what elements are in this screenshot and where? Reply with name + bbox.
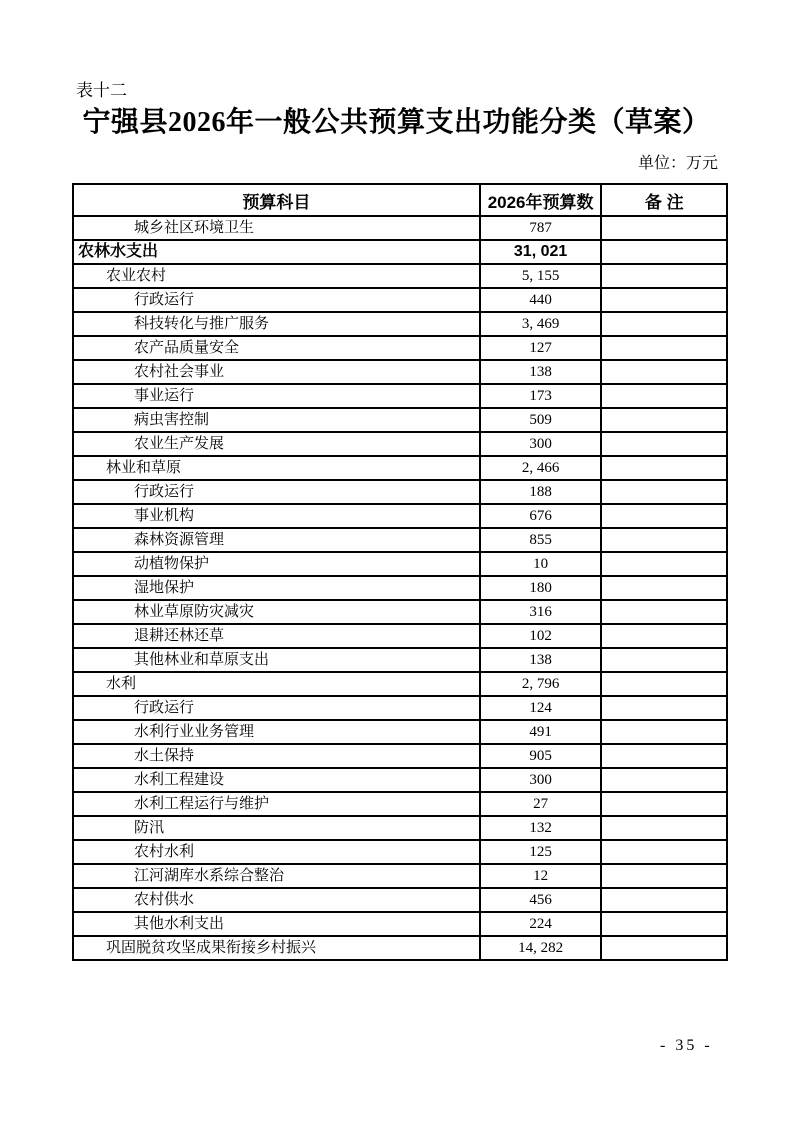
table-row — [73, 672, 727, 696]
budget-subject-cell: 湿地保护 — [73, 576, 480, 600]
budget-amount-cell: 300 — [480, 432, 602, 456]
table-row — [73, 624, 727, 648]
budget-amount-cell: 14, 282 — [480, 936, 602, 960]
budget-amount-cell: 3, 469 — [480, 312, 602, 336]
budget-note-cell — [601, 240, 727, 264]
budget-amount-cell: 138 — [480, 648, 602, 672]
budget-note-cell — [601, 840, 727, 864]
table-row — [73, 504, 727, 528]
budget-table — [72, 183, 728, 961]
budget-subject-cell: 巩固脱贫攻坚成果衔接乡村振兴 — [73, 936, 480, 960]
table-row — [73, 216, 727, 240]
budget-amount-cell: 180 — [480, 576, 602, 600]
table-row — [73, 888, 727, 912]
unit-label: 单位：万元 — [637, 155, 718, 172]
table-row — [73, 936, 727, 960]
budget-subject-cell: 动植物保护 — [73, 552, 480, 576]
budget-note-cell — [601, 336, 727, 360]
budget-note-cell — [601, 672, 727, 696]
table-row — [73, 648, 727, 672]
budget-subject-cell: 行政运行 — [73, 288, 480, 312]
budget-amount-cell: 31, 021 — [480, 240, 602, 264]
budget-note-cell — [601, 912, 727, 936]
budget-note-cell — [601, 816, 727, 840]
budget-amount-cell: 316 — [480, 600, 602, 624]
budget-subject-cell: 农业农村 — [73, 264, 480, 288]
budget-amount-cell: 132 — [480, 816, 602, 840]
budget-note-cell — [601, 768, 727, 792]
table-row — [73, 456, 727, 480]
budget-note-cell — [601, 288, 727, 312]
budget-subject-cell: 水土保持 — [73, 744, 480, 768]
budget-note-cell — [601, 936, 727, 960]
budget-amount-cell: 12 — [480, 864, 602, 888]
budget-note-cell — [601, 456, 727, 480]
budget-amount-cell: 491 — [480, 720, 602, 744]
budget-amount-cell: 102 — [480, 624, 602, 648]
table-row — [73, 768, 727, 792]
budget-note-cell — [601, 216, 727, 240]
budget-note-cell — [601, 696, 727, 720]
budget-amount-cell: 855 — [480, 528, 602, 552]
budget-note-cell — [601, 552, 727, 576]
budget-note-cell — [601, 648, 727, 672]
budget-note-cell — [601, 864, 727, 888]
budget-subject-cell: 林业草原防灾减灾 — [73, 600, 480, 624]
budget-note-cell — [601, 576, 727, 600]
table-row — [73, 264, 727, 288]
budget-note-cell — [601, 360, 727, 384]
budget-subject-cell: 农产品质量安全 — [73, 336, 480, 360]
budget-subject-cell: 森林资源管理 — [73, 528, 480, 552]
budget-subject-cell: 水利行业业务管理 — [73, 720, 480, 744]
budget-note-cell — [601, 744, 727, 768]
budget-subject-cell: 其他林业和草原支出 — [73, 648, 480, 672]
budget-note-cell — [601, 720, 727, 744]
budget-subject-cell: 行政运行 — [73, 696, 480, 720]
table-row — [73, 744, 727, 768]
table-row — [73, 528, 727, 552]
budget-subject-cell: 林业和草原 — [73, 456, 480, 480]
table-row — [73, 336, 727, 360]
table-row — [73, 480, 727, 504]
column-header-note: 备 注 — [601, 184, 727, 216]
budget-amount-cell: 173 — [480, 384, 602, 408]
budget-subject-cell: 行政运行 — [73, 480, 480, 504]
column-header-subject: 预算科目 — [73, 184, 480, 216]
budget-amount-cell: 10 — [480, 552, 602, 576]
table-row — [73, 792, 727, 816]
table-row — [73, 912, 727, 936]
budget-amount-cell: 456 — [480, 888, 602, 912]
table-row — [73, 408, 727, 432]
table-row — [73, 864, 727, 888]
budget-amount-cell: 676 — [480, 504, 602, 528]
table-row — [73, 600, 727, 624]
budget-subject-cell: 农村社会事业 — [73, 360, 480, 384]
budget-amount-cell: 300 — [480, 768, 602, 792]
table-row — [73, 384, 727, 408]
table-row — [73, 432, 727, 456]
budget-subject-cell: 农村供水 — [73, 888, 480, 912]
budget-subject-cell: 农业生产发展 — [73, 432, 480, 456]
budget-amount-cell: 138 — [480, 360, 602, 384]
budget-note-cell — [601, 624, 727, 648]
budget-subject-cell: 科技转化与推广服务 — [73, 312, 480, 336]
table-row — [73, 816, 727, 840]
table-row — [73, 240, 727, 264]
budget-note-cell — [601, 792, 727, 816]
budget-note-cell — [601, 504, 727, 528]
budget-subject-cell: 农村水利 — [73, 840, 480, 864]
budget-subject-cell: 事业运行 — [73, 384, 480, 408]
budget-amount-cell: 127 — [480, 336, 602, 360]
table-row — [73, 552, 727, 576]
table-body — [73, 216, 727, 960]
budget-note-cell — [601, 408, 727, 432]
budget-amount-cell: 787 — [480, 216, 602, 240]
budget-subject-cell: 水利 — [73, 672, 480, 696]
budget-amount-cell: 509 — [480, 408, 602, 432]
page-title: 宁强县2026年一般公共预算支出功能分类（草案） — [82, 107, 711, 138]
budget-subject-cell: 江河湖库水系综合整治 — [73, 864, 480, 888]
table-header-row — [73, 184, 727, 216]
budget-amount-cell: 905 — [480, 744, 602, 768]
table-row — [73, 312, 727, 336]
budget-note-cell — [601, 312, 727, 336]
table-row — [73, 696, 727, 720]
budget-amount-cell: 27 — [480, 792, 602, 816]
budget-subject-cell: 城乡社区环境卫生 — [73, 216, 480, 240]
budget-amount-cell: 224 — [480, 912, 602, 936]
table-number-label: 表十二 — [76, 81, 127, 100]
budget-subject-cell: 病虫害控制 — [73, 408, 480, 432]
budget-subject-cell: 农林水支出 — [73, 240, 480, 264]
budget-amount-cell: 188 — [480, 480, 602, 504]
page-number: - 35 - — [660, 1037, 713, 1054]
budget-note-cell — [601, 384, 727, 408]
budget-subject-cell: 防汛 — [73, 816, 480, 840]
budget-note-cell — [601, 480, 727, 504]
budget-note-cell — [601, 432, 727, 456]
table-row — [73, 840, 727, 864]
budget-note-cell — [601, 528, 727, 552]
budget-subject-cell: 其他水利支出 — [73, 912, 480, 936]
budget-amount-cell: 440 — [480, 288, 602, 312]
budget-note-cell — [601, 888, 727, 912]
budget-amount-cell: 2, 466 — [480, 456, 602, 480]
budget-subject-cell: 退耕还林还草 — [73, 624, 480, 648]
budget-note-cell — [601, 264, 727, 288]
budget-subject-cell: 事业机构 — [73, 504, 480, 528]
budget-subject-cell: 水利工程建设 — [73, 768, 480, 792]
table-row — [73, 360, 727, 384]
budget-amount-cell: 5, 155 — [480, 264, 602, 288]
table-row — [73, 576, 727, 600]
table-row — [73, 720, 727, 744]
budget-amount-cell: 2, 796 — [480, 672, 602, 696]
budget-note-cell — [601, 600, 727, 624]
budget-amount-cell: 125 — [480, 840, 602, 864]
column-header-amount: 2026年预算数 — [480, 184, 602, 216]
budget-amount-cell: 124 — [480, 696, 602, 720]
table-row — [73, 288, 727, 312]
budget-subject-cell: 水利工程运行与维护 — [73, 792, 480, 816]
